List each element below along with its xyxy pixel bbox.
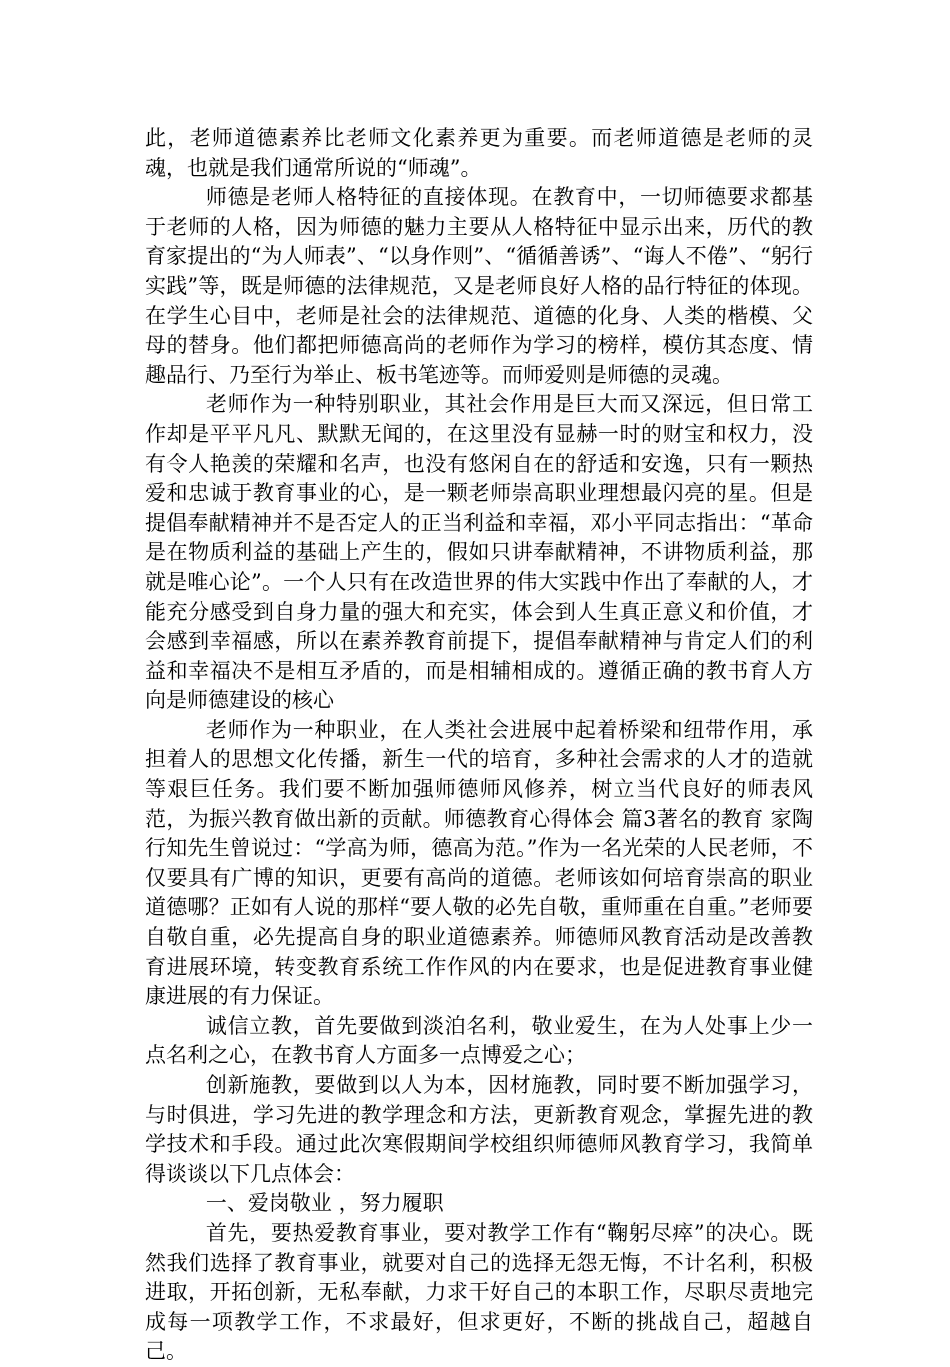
paragraph-3: 老师作为一种特别职业，其社会作用是巨大而又深远，但日常工作却是平平凡凡、默默无闻的，在这里没有显赫一时的财宝和权力，没有令人艳羡的荣耀和名声，也没有悠闲自在的舒适和安逸，只有一颗热爱和忠诚于教育事业的心，是一颗老师崇高职业理想最闪亮的星。但是提倡奉献精神并不是否定人的正当利益和幸福，邓小平同志指出：“革命是在物质利益的基础上产生的，假如只讲奉献精神，不讲物质利益，那就是唯心论”。一个人只有在改造世界的伟大实践中作出了奉献的人，才能充分感受到自身力量的强大和充实，体会到人生真正意义和价值，才会感到幸福感，所以在素养教育前提下，提倡奉献精神与肯定人们的利益和幸福决不是相互矛盾的，而是相辅相成的。遵循正确的教书育人方向是师德建设的核心	[145, 392, 813, 713]
paragraph-7: 首先，要热爱教育事业，要对教学工作有“鞠躬尽瘁”的决心。既然我们选择了教育事业，就要对自己的选择无怨无悔，不计名利，积极进取，开拓创新，无私奉献，力求干好自己的本职工作，尽职尽责地完成每一项教学工作，不求最好，但求更好，不断的挑战自己，超越自己。	[145, 1220, 813, 1364]
paragraph-5: 诚信立教，首先要做到淡泊名利，敬业爱生，在为人处事上少一点名利之心，在教书育人方面多一点博爱之心；	[145, 1013, 813, 1068]
document-body	[145, 124, 813, 1367]
section-heading-1: 一、爱岗敬业 ，努力履职	[205, 1191, 444, 1216]
paragraph-4: 老师作为一种职业，在人类社会进展中起着桥梁和纽带作用，承担着人的思想文化传播，新生一代的培育，多种社会需求的人才的造就等艰巨任务。我们要不断加强师德师风修养，树立当代良好的师表风范，为振兴教育做出新的贡献。师德教育心得体会 篇3著名的教育 家陶行知先生曾说过：“学高为师，德高为范。”作为一名光荣的人民老师，不仅要具有广博的知识，更要有高尚的道德。老师该如何培育崇高的职业道德哪？正如有人说的那样“要人敬的必先自敬，重师重在自重。”老师要自敬自重，必先提高自身的职业道德素养。师德师风教育活动是改善教育进展环境，转变教育系统工作作风的内在要求，也是促进教育事业健康进展的有力保证。	[145, 717, 813, 1009]
paragraph-1: 此，老师道德素养比老师文化素养更为重要。而老师道德是老师的灵魂，也就是我们通常所说的“师魂”。	[145, 126, 813, 180]
paragraph-2: 师德是老师人格特征的直接体现。在教育中，一切师德要求都基于老师的人格，因为师德的魅力主要从人格特征中显示出来，历代的教育家提出的“为人师表”、“以身作则”、“循循善诱”、“诲人不倦”、“躬行实践”等，既是师德的法律规范，又是老师良好人格的品行特征的体现。在学生心目中，老师是社会的法律规范、道德的化身、人类的楷模、父母的替身。他们都把师德高尚的老师作为学习的榜样，模仿其态度、情趣品行、乃至行为举止、板书笔迹等。而师爱则是师德的灵魂。	[145, 185, 813, 387]
paragraph-6: 创新施教，要做到以人为本，因材施教，同时要不断加强学习，与时俱进，学习先进的教学理念和方法，更新教育观念，掌握先进的教学技术和手段。通过此次寒假期间学校组织师德师风教育学习，我简单得谈谈以下几点体会：	[145, 1073, 813, 1186]
